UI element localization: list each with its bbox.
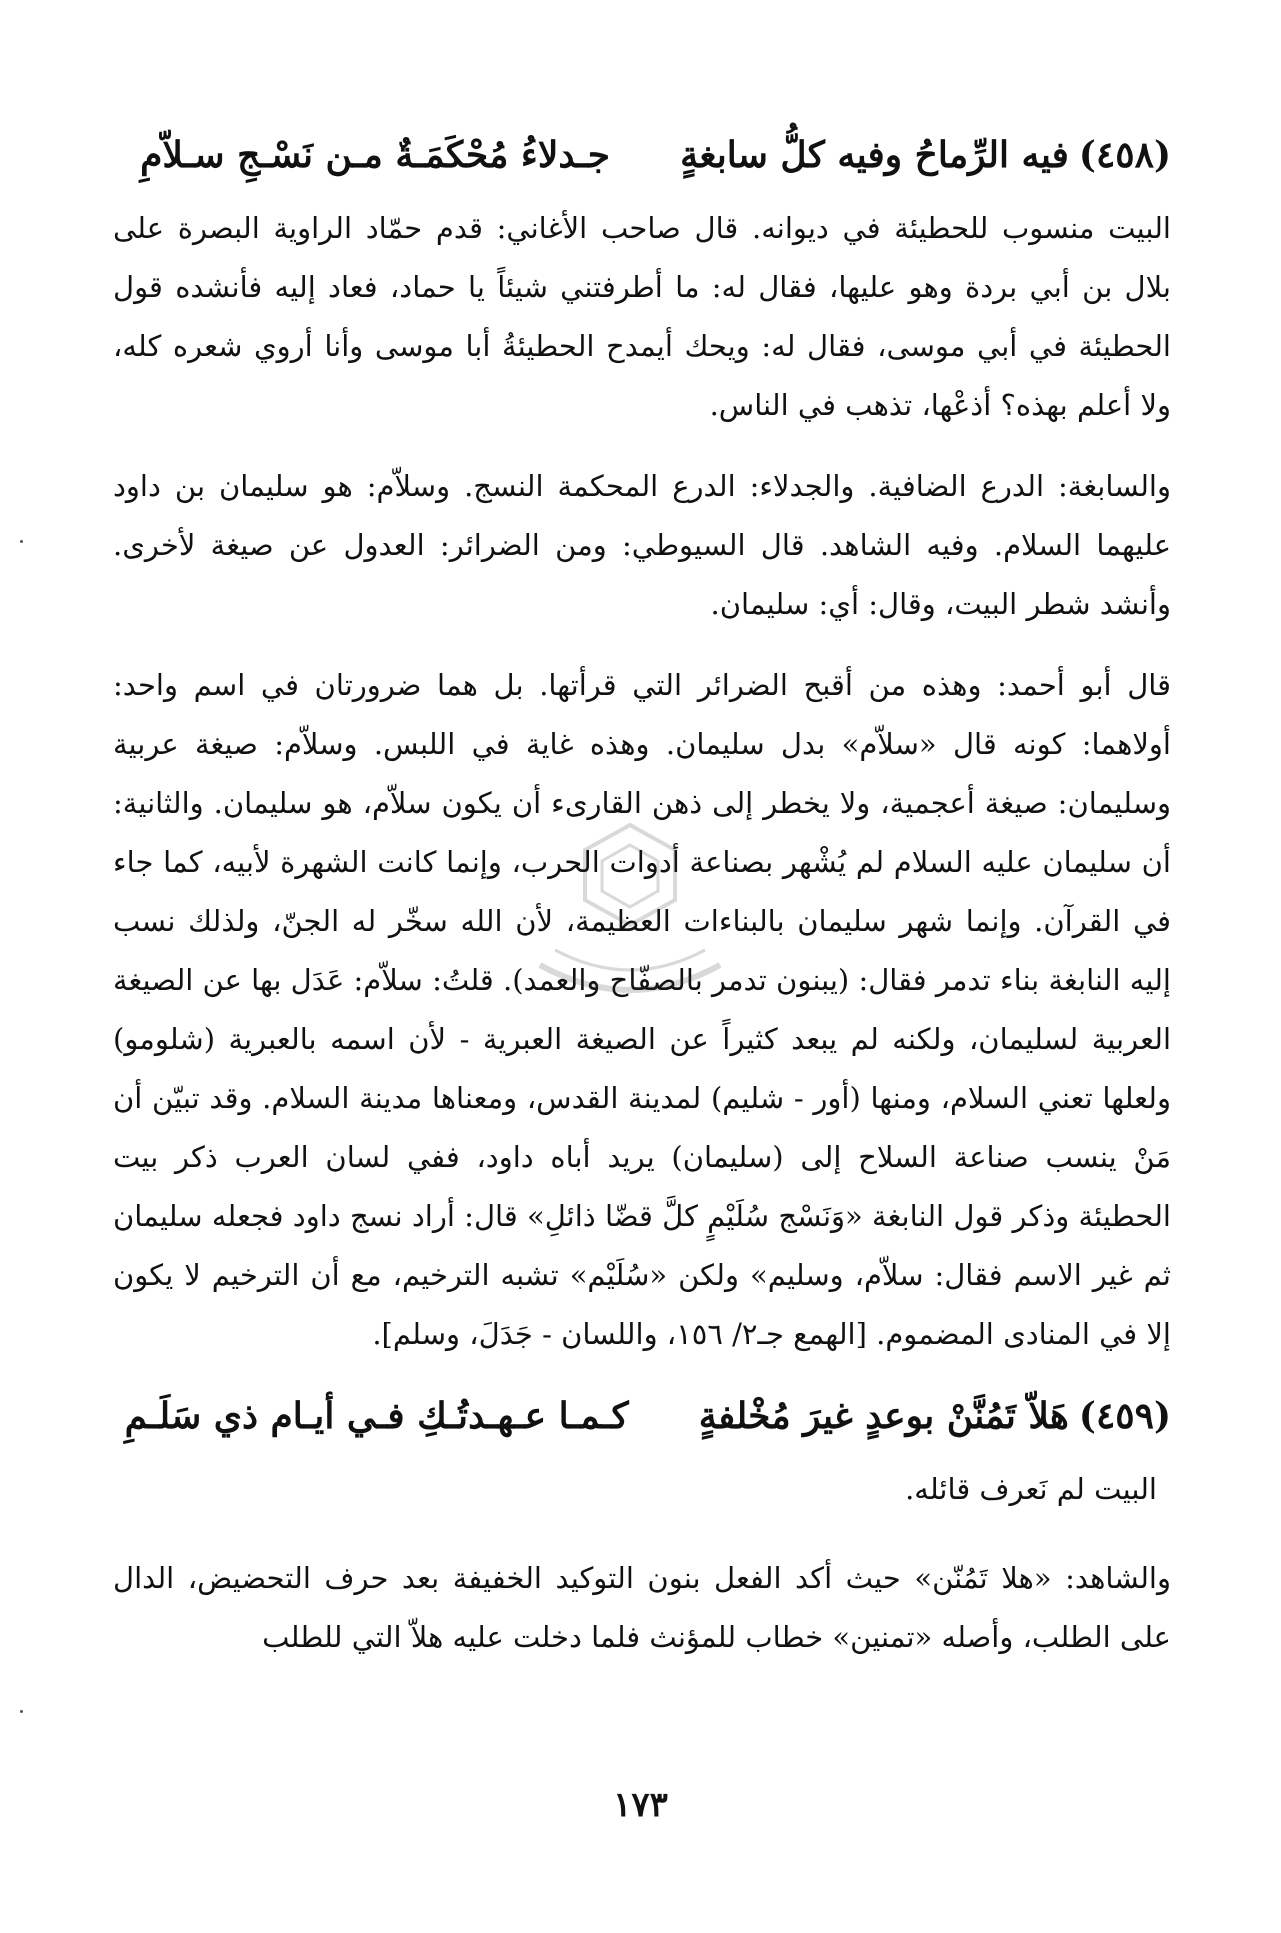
- verse-number: (٤٥٨): [1078, 134, 1171, 176]
- poet-attribution: البيت لم نَعرف قائله.: [905, 1472, 1157, 1506]
- verse-hemistich-first: فيه الرِّماحُ وفيه كلُّ سابغةٍ: [680, 134, 1069, 176]
- commentary-paragraph: قال أبو أحمد: وهذه من أقبح الضرائر التي قرأتها. بل هما ضرورتان في اسم واحد: أولاهما: كونه قال «سلاّم» بدل سليمان. وهذه غاية في اللبس. وسلاّم: صيغة عربية وسليمان: صيغة أعجمية، ولا يخطر إلى ذهن القارىء أن يكون سلاّم، هو سليمان. والثانية: أن سليمان عليه السلام لم يُشْهر بصناعة أدوات الحرب، وإنما كانت الشهرة لأبيه، كما جاء في القرآن. وإنما شهر سليمان بالبناءات العظيمة، لأن الله سخّر له الجنّ، ولذلك نسب إليه النابغة بناء تدمر فقال: (يبنون تدمر بالصفّاح والعمد). قلتُ: سلاّم: عَدَل بها عن الصيغة العربية لسليمان، ولكنه لم يبعد كثيراً عن الصيغة العبرية - لأن اسمه بالعبرية (شلومو) ولعلها تعني السلام، ومنها (أور - شليم) لمدينة القدس، ومعناها مدينة السلام. وقد تبيّن أن مَنْ ينسب صناعة السلاح إلى (سليمان) يريد أباه داود، ففي لسان العرب ذكر بيت الحطيئة وذكر قول النابغة «وَنَسْج سُلَيْمٍ كلَّ قضّا ذائلِ» قال: أراد نسج داود فجعله سليمان ثم غير الاسم فقال: سلاّم، وسليم» ولكن «سُلَيْم» تشبه الترخيم، مع أن الترخيم لا يكون إلا في المنادى المضموم. [الهمع جـ٢/ ١٥٦، واللسان - جَدَلَ، وسلم].: [113, 668, 1171, 1351]
- scan-speck: [20, 1710, 23, 1713]
- verse-hemistich-second: جـدلاءُ مُحْكَمَـةٌ مـن نَسْـجِ سـلاّمِ: [140, 134, 611, 176]
- library-watermark-seal: [500, 815, 760, 1015]
- commentary-paragraph: والشاهد: «هلا تَمُنّن» حيث أكد الفعل بنون التوكيد الخفيفة بعد حرف التحضيض، الدال على الطلب، وأصله «تمنين» خطاب للمؤنث فلما دخلت عليه هلاّ التي للطلب: [113, 1561, 1171, 1654]
- verse-hemistich-first: هَلاّ تَمُنَّنْ بوعدٍ غيرَ مُخْلفةٍ: [698, 1395, 1069, 1437]
- verse-hemistich-second: كـمـا عـهـدتُـكِ فـي أيـام ذي سَلَـمِ: [124, 1395, 629, 1437]
- verse-458: [113, 125, 1171, 185]
- scan-speck: [20, 540, 23, 543]
- verse-459: [113, 1386, 1171, 1446]
- page-number: ١٧٣: [613, 1785, 668, 1825]
- commentary-paragraph: والسابغة: الدرع الضافية. والجدلاء: الدرع المحكمة النسج. وسلاّم: هو سليمان بن داود عليهما السلام. وفيه الشاهد. قال السيوطي: ومن الضرائر: العدول عن صيغة لأخرى. وأنشد شطر البيت، وقال: أي: سليمان.: [113, 469, 1171, 621]
- verse-number: (٤٥٩): [1078, 1395, 1171, 1437]
- commentary-paragraph: البيت منسوب للحطيئة في ديوانه. قال صاحب الأغاني: قدم حمّاد الراوية البصرة على بلال بن أبي بردة وهو عليها، فقال له: ما أطرفتني شيئاً يا حماد، فعاد إليه فأنشده قول الحطيئة في أبي موسى، فقال له: ويحك أيمدح الحطيئةُ أبا موسى وأنا أروي شعره كله، ولا أعلم بهذه؟ أذعْها، تذهب في الناس.: [113, 211, 1171, 422]
